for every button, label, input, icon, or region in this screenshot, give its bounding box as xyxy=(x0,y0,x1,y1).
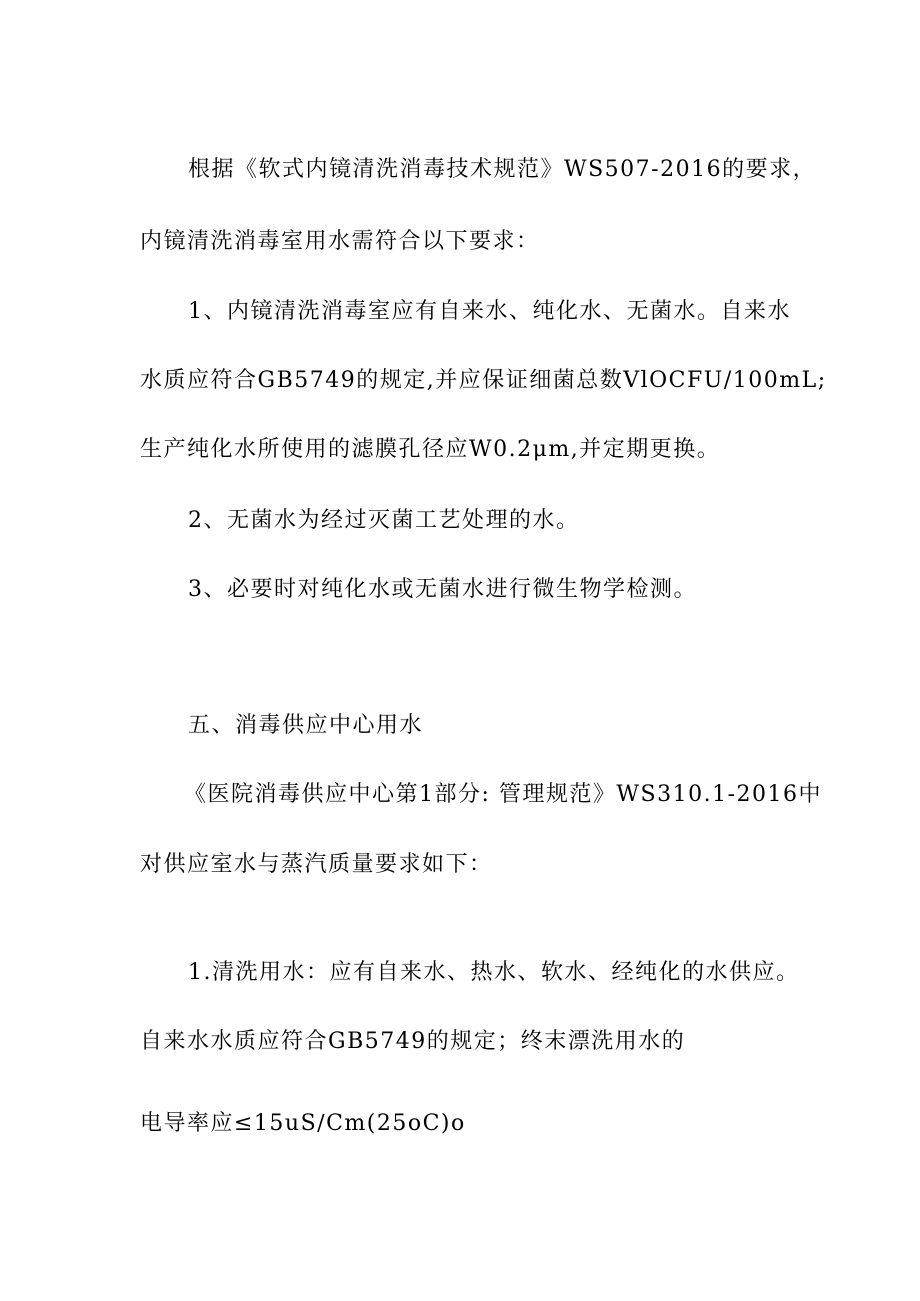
intro-line-1: 根据《软式内镜清洗消毒技术规范》WS507-2016的要求， xyxy=(188,157,817,182)
clean-water-line-1: 1.清洗用水：应有自来水、热水、软水、经纯化的水供应。 xyxy=(188,960,800,985)
item1-line-1: 1、内镜清洗消毒室应有自来水、纯化水、无菌水。自来水 xyxy=(188,299,791,324)
intro-line-2: 内镜清洗消毒室用水需符合以下要求： xyxy=(140,229,540,254)
item3-text: 3、必要时对纯化水或无菌水进行微生物学检测。 xyxy=(188,577,697,602)
clean-water-line-3: 电导率应≤15uS∕Cm(25oC)o xyxy=(140,1111,466,1136)
section5-ref-line-1: 《医院消毒供应中心第1部分: 管理规范》WS310.1-2016中 xyxy=(184,782,822,807)
item1-line-2: 水质应符合GB5749的规定,并应保证细菌总数VlOCFU/100mL; xyxy=(140,368,827,393)
item1-line-3: 生产纯化水所使用的滤膜孔径应W0.2μm,并定期更换。 xyxy=(140,437,721,462)
clean-water-line-2: 自来水水质应符合GB5749的规定；终末漂洗用水的 xyxy=(140,1029,686,1054)
item2-text: 2、无菌水为经过灭菌工艺处理的水。 xyxy=(188,508,580,533)
section5-ref-line-2: 对供应室水与蒸汽质量要求如下： xyxy=(140,852,493,877)
section5-heading: 五、消毒供应中心用水 xyxy=(188,713,424,738)
